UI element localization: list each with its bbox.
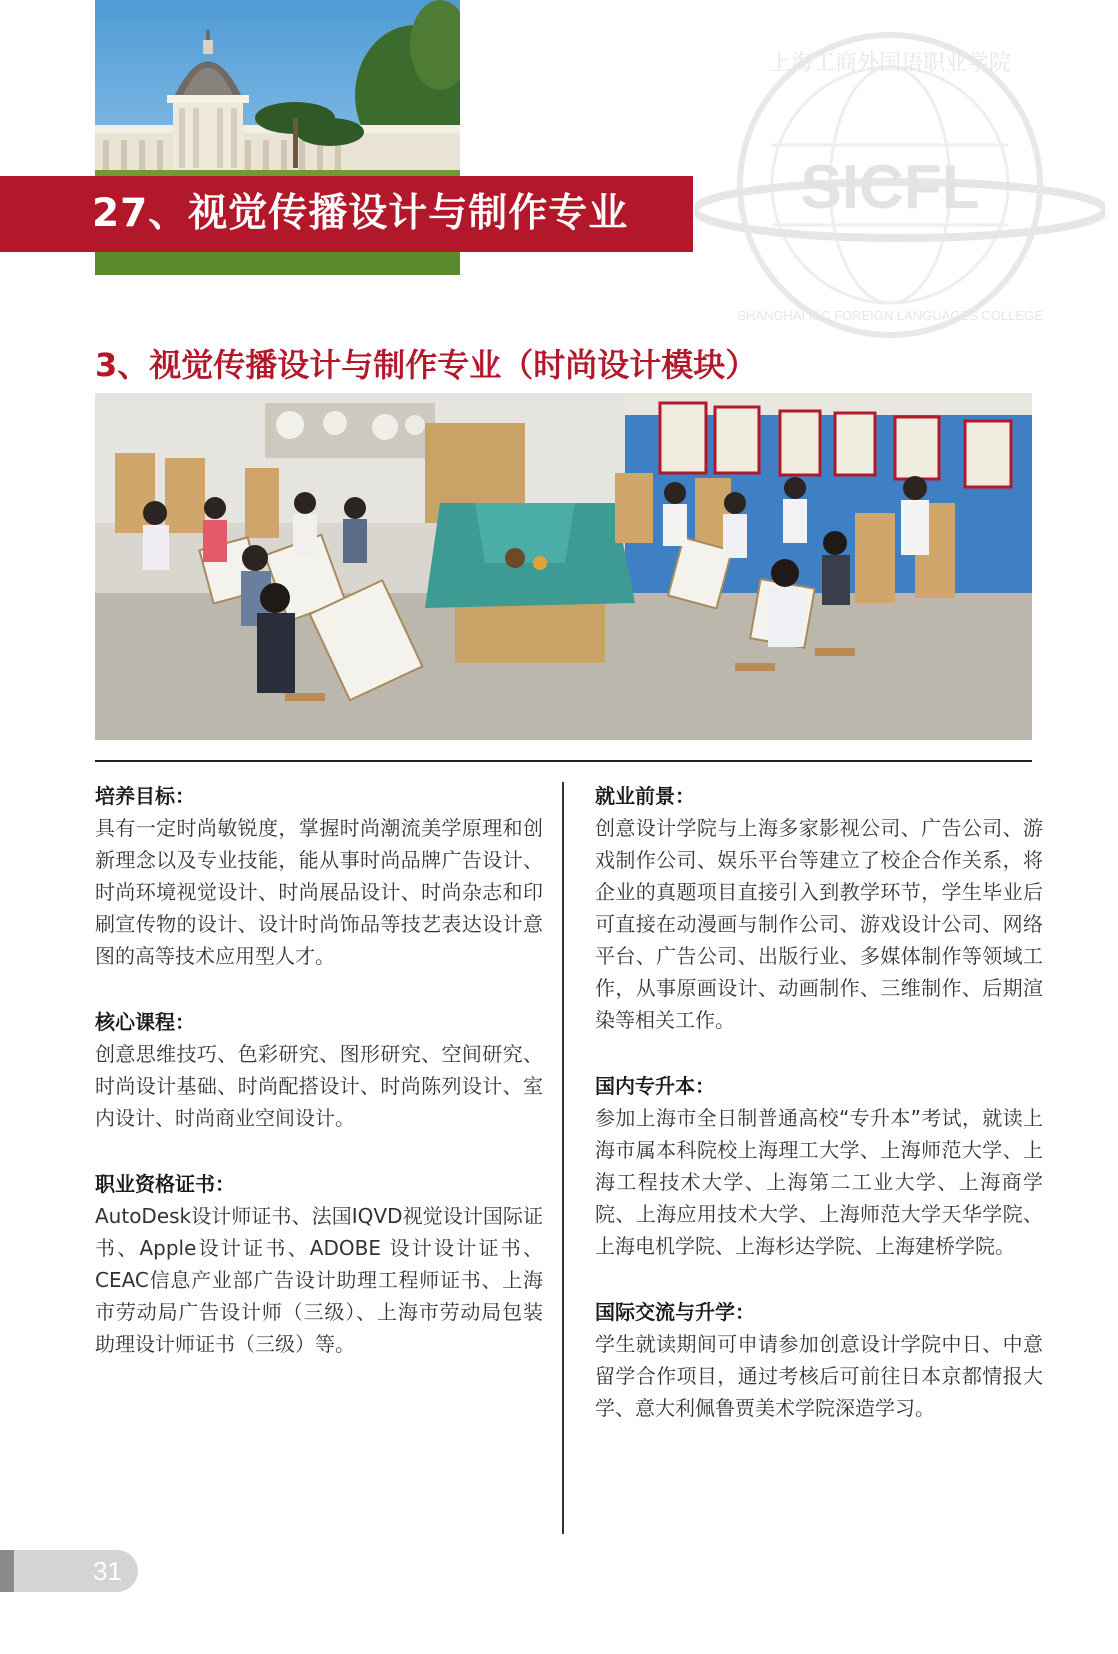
section-body: 参加上海市全日制普通高校“专升本”考试，就读上海市属本科院校上海理工大学、上海师范大学、上海工程技术大学、上海第二工业大学、上海商学院、上海应用技术大学、上海师范大学天华学院、上海电机学院、上海杉达学院、上海建桥学院。 [595, 1106, 1043, 1258]
section-international-exchange [595, 1298, 1043, 1424]
section-core-courses [95, 1008, 543, 1134]
emblem-letters: SICFL [800, 153, 980, 222]
section-employment-prospects [595, 782, 1043, 1036]
section-heading: 国际交流与升学： [595, 1300, 755, 1324]
section-heading: 培养目标： [95, 784, 195, 808]
page-tab-accent [0, 1550, 14, 1592]
section-training-goals [95, 782, 543, 972]
section-certificates [95, 1170, 543, 1360]
section-body: 学生就读期间可申请参加创意设计学院中日、中意留学合作项目，通过考核后可前往日本京都情报大学、意大利佩鲁贾美术学院深造学习。 [595, 1332, 1043, 1420]
right-column [595, 782, 1043, 1460]
page-number: 31 [93, 1556, 122, 1586]
art-classroom-photo [95, 393, 1032, 740]
section-heading: 职业资格证书： [95, 1172, 235, 1196]
section-body: 具有一定时尚敏锐度，掌握时尚潮流美学原理和创新理念以及专业技能，能从事时尚品牌广告设计、时尚环境视觉设计、时尚展品设计、时尚杂志和印刷宣传物的设计、设计时尚饰品等技艺表达设计意图的高等技术应用型人才。 [95, 816, 543, 968]
column-divider [562, 782, 564, 1534]
section-subtitle: 3、视觉传播设计与制作专业（时尚设计模块） [95, 346, 758, 384]
section-body: AutoDesk设计师证书、法国IQVD视觉设计国际证书、Apple设计证书、ADOBE 设计设计证书、CEAC信息产业部广告设计助理工程师证书、上海市劳动局广告设计师（三级）、上海市劳动局包装助理设计师证书（三级）等。 [95, 1204, 543, 1356]
college-emblem-watermark [695, 20, 1105, 350]
banner-title: 27、视觉传播设计与制作专业 [92, 191, 629, 236]
left-column [95, 782, 543, 1396]
section-heading: 核心课程： [95, 1010, 195, 1034]
section-body: 创意设计学院与上海多家影视公司、广告公司、游戏制作公司、娱乐平台等建立了校企合作关系，将企业的真题项目直接引入到教学环节，学生毕业后可直接在动漫画与制作公司、游戏设计公司、网络平台、广告公司、出版行业、多媒体制作等领域工作，从事原画设计、动画制作、三维制作、后期渲染等相关工作。 [595, 816, 1043, 1032]
horizontal-divider [95, 760, 1032, 762]
emblem-english-name: SHANGHAI I&C FOREIGN LANGUAGES COLLEGE [737, 308, 1043, 323]
section-domestic-upgrade [595, 1072, 1043, 1262]
emblem-chinese-name: 上海工商外国语职业学院 [768, 51, 1012, 76]
section-body: 创意思维技巧、色彩研究、图形研究、空间研究、时尚设计基础、时尚配搭设计、时尚陈列设计、室内设计、时尚商业空间设计。 [95, 1042, 543, 1130]
section-heading: 就业前景： [595, 784, 695, 808]
section-heading: 国内专升本： [595, 1074, 715, 1098]
